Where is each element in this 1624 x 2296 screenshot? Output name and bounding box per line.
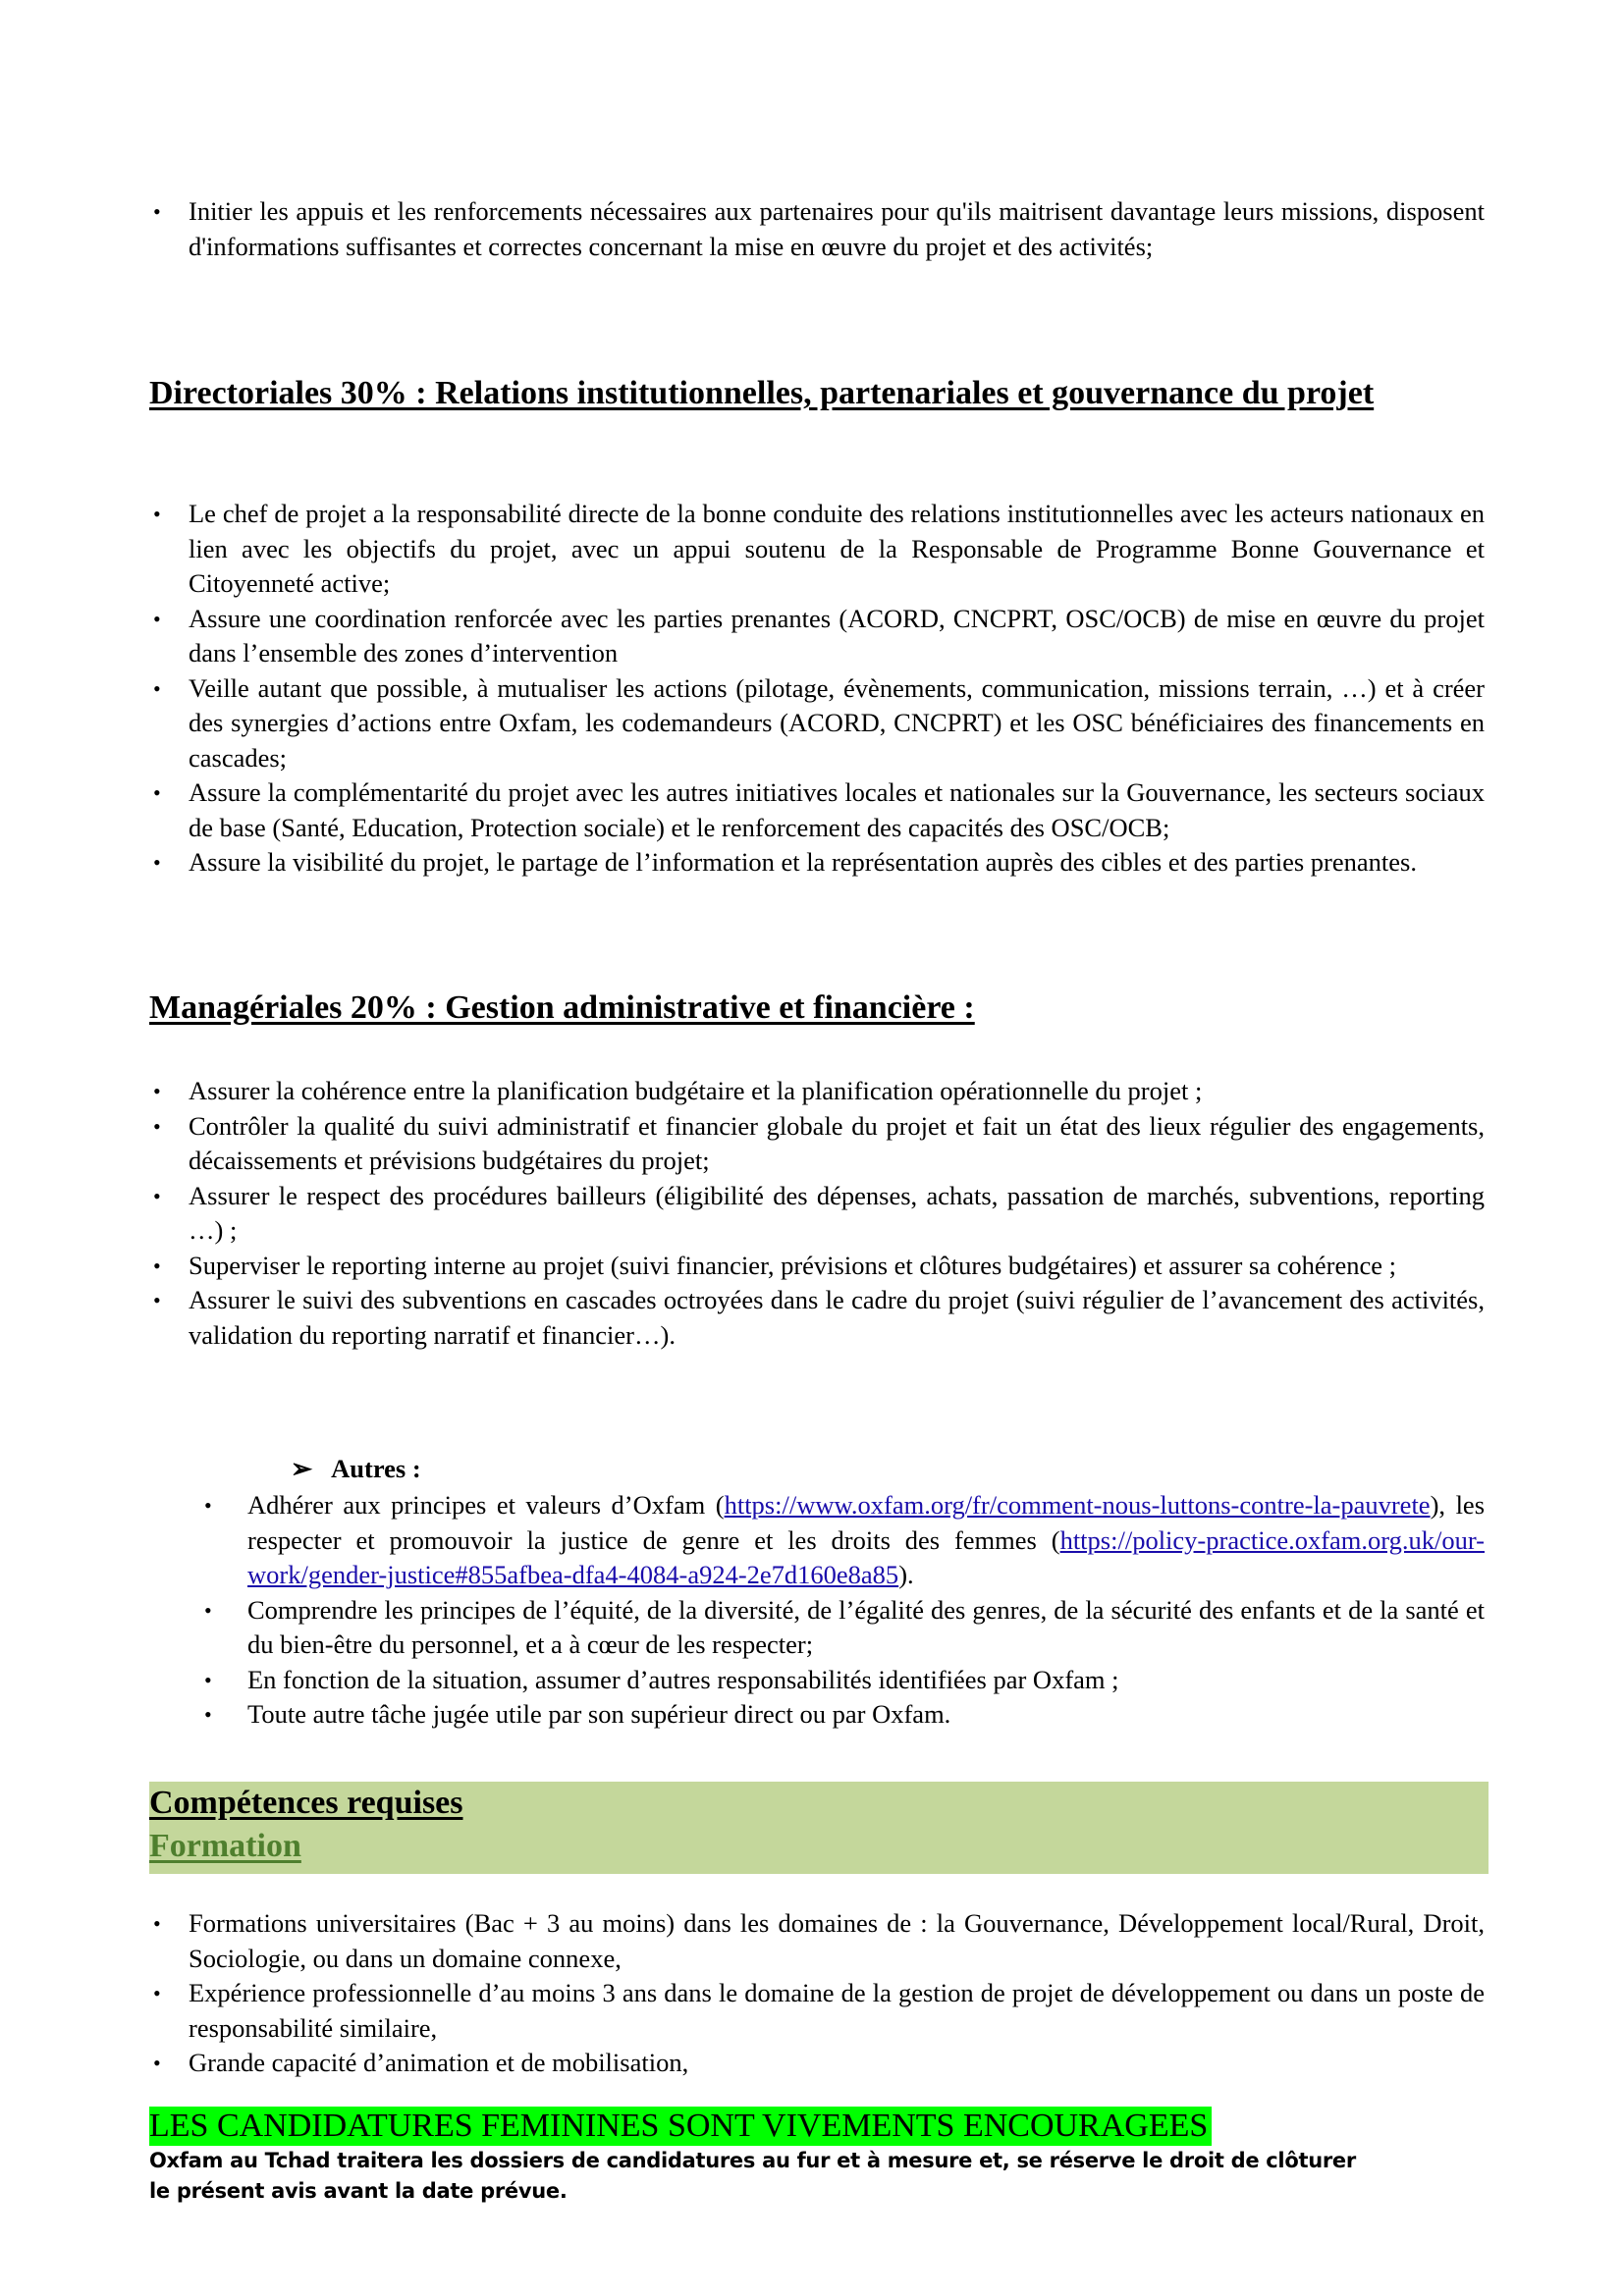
oxfam-principles-link[interactable]: https://www.oxfam.org/fr/comment-nous-luttons-contre-la-pauvrete	[724, 1490, 1431, 1520]
list-item: • En fonction de la situation, assumer d’autres responsabilités identifiées par Oxfam ;	[149, 1663, 1485, 1698]
female-candidates-banner: LES CANDIDATURES FEMININES SONT VIVEMENTS ENCOURAGEES	[149, 2107, 1212, 2146]
list-item: • Grande capacité d’animation et de mobilisation,	[149, 2046, 1485, 2081]
bullet-icon: •	[204, 1667, 212, 1692]
intro-list	[149, 194, 1485, 264]
bullet-icon: •	[153, 1253, 161, 1278]
list-item: • Expérience professionnelle d’au moins 3 ans dans le domaine de la gestion de projet de développement ou dans un poste de responsabilité similaire,	[153, 1978, 1485, 2043]
list-item: • Veille autant que possible, à mutualiser les actions (pilotage, évènements, communication, missions terrain, …) et à créer des synergies d’actions entre Oxfam, les codemandeurs (ACORD, CNCPRT) et les OSC bénéficiaires des financements en cascades;	[153, 672, 1485, 773]
bullet-icon: •	[153, 606, 161, 631]
bullet-icon: •	[153, 1911, 161, 1936]
directoriales-section	[149, 371, 1504, 415]
arrow-bullet-icon: ➢	[291, 1454, 313, 1483]
bullet-icon: •	[204, 1493, 212, 1518]
list-item: • Toute autre tâche jugée utile par son supérieur direct ou par Oxfam.	[149, 1697, 1485, 1733]
gender-justice-link[interactable]: https://policy-practice.oxfam.org.uk/our-work/gender-justice#855afbea-dfa4-4084-a924-2e7d160e8a85	[247, 1524, 1485, 1589]
bullet-icon: •	[204, 1597, 212, 1623]
closing-notice: Oxfam au Tchad traitera les dossiers de candidatures au fur et à mesure et, se réserve le droit de clôturer le présent avis avant la date prévue.	[149, 2149, 1356, 2203]
directoriales-bullets	[149, 497, 1485, 881]
list-item: • Assure une coordination renforcée avec les parties prenantes (ACORD, CNCPRT, OSC/OCB) de mise en œuvre du projet dans l’ensemble des zones d’intervention	[153, 603, 1485, 667]
bullet-icon: •	[153, 502, 161, 526]
list-item: • Assure la visibilité du projet, le partage de l’information et la représentation auprès des cibles et des parties prenantes.	[149, 845, 1485, 881]
list-item: • Adhérer aux principes et valeurs d’Oxfam (https://www.oxfam.org/fr/comment-nous-luttons-contre-la-pauvrete), les respecter et promouvoir la justice de genre et les droits des femmes (https://policy-practice.oxfam.org.uk/our-work/gender-justice#855afbea-dfa4-4084-a924-2e7d160e8a85).	[204, 1490, 1486, 1589]
section-title-manageriales: Managériales 20% : Gestion administrative et financière :	[149, 989, 975, 1026]
formation-list	[149, 1906, 1485, 2081]
list-item: • Superviser le reporting interne au projet (suivi financier, prévisions et clôtures budgétaires) et assurer sa cohérence ;	[149, 1249, 1485, 1284]
manageriales-section	[149, 986, 1485, 1030]
bullet-icon: •	[153, 1079, 161, 1103]
bullet-icon: •	[153, 1183, 161, 1208]
list-item: • Comprendre les principes de l’équité, de la diversité, de l’égalité des genres, de la sécurité des enfants et de la santé et du bien-être du personnel, et a à cœur de les respecter;	[204, 1594, 1485, 1659]
manageriales-bullets	[149, 1074, 1485, 1353]
bullet-icon: •	[153, 2051, 161, 2075]
bullet-icon: •	[153, 1113, 161, 1139]
bullet-icon: •	[153, 780, 161, 805]
formation-bullets	[149, 1906, 1485, 2081]
list-item: • Initier les appuis et les renforcements nécessaires aux partenaires pour qu'ils maitrisent davantage leurs missions, disposent d'informations suffisantes et correctes concernant la mise en œuvre du projet et des activités;	[153, 196, 1485, 261]
autres-list	[149, 1488, 1485, 1733]
autres-bullets	[149, 1488, 1485, 1733]
directoriales-list	[149, 497, 1485, 881]
list-item: • Assure la complémentarité du projet avec les autres initiatives locales et nationales sur la Gouvernance, les secteurs sociaux de base (Santé, Education, Protection sociale) et le renforcement des capacités des OSC/OCB;	[153, 777, 1485, 842]
list-item: • Assurer le respect des procédures bailleurs (éligibilité des dépenses, achats, passation de marchés, subventions, reporting …) ;	[153, 1180, 1485, 1245]
formation-subtitle: Formation	[149, 1828, 301, 1864]
bullet-icon: •	[153, 850, 161, 875]
list-item: • Assurer la cohérence entre la planification budgétaire et la planification opérationnelle du projet ;	[149, 1074, 1485, 1109]
section-title-directoriales: Directoriales 30% : Relations institutionnelles, partenariales et gouvernance du projet	[149, 375, 1375, 411]
bullet-icon: •	[153, 675, 161, 701]
bullet-icon: •	[204, 1702, 212, 1727]
manageriales-list	[149, 1074, 1485, 1353]
competences-title: Compétences requises	[149, 1785, 463, 1821]
intro-section	[149, 194, 1485, 264]
list-item: • Assurer le suivi des subventions en cascades octroyées dans le cadre du projet (suivi régulier de l’avancement des activités, validation du reporting narratif et financier…).	[153, 1285, 1485, 1350]
autres-heading: ➢ Autres :	[291, 1454, 421, 1483]
bullet-icon: •	[153, 1288, 161, 1312]
list-item: • Le chef de projet a la responsabilité directe de la bonne conduite des relations institutionnelles avec les acteurs nationaux en lien avec les objectifs du projet, avec un appui soutenu de la Responsable de Programme Bonne Gouvernance et Citoyenneté active;	[153, 499, 1485, 598]
bullet-icon: •	[153, 1981, 161, 2005]
bullet-icon: •	[153, 199, 161, 224]
competences-band	[149, 1782, 1489, 1874]
list-item: • Contrôler la qualité du suivi administratif et financier globale du projet et fait un état des lieux régulier des engagements, décaissements et prévisions budgétaires du projet;	[153, 1110, 1485, 1175]
list-item: • Formations universitaires (Bac + 3 au moins) dans les domaines de : la Gouvernance, Développement local/Rural, Droit, Sociologie, ou dans un domaine connexe,	[153, 1908, 1485, 1973]
